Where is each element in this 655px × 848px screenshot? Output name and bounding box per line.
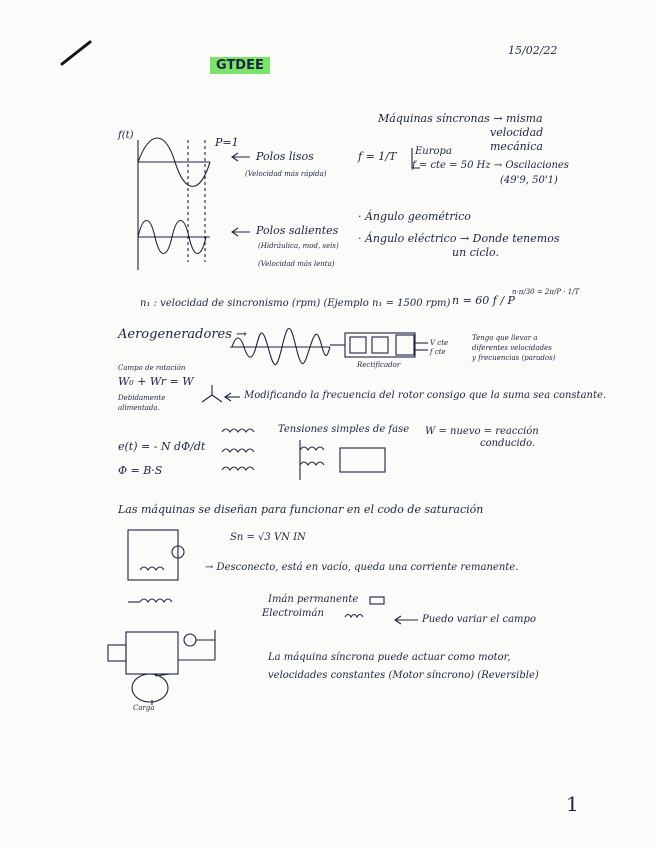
rectificador: Rectificador [357, 361, 401, 369]
angulo-elec: · Ángulo eléctrico → Donde tenemos [358, 232, 560, 245]
freq-ct: f = cte = 50 Hz → Oscilaciones [412, 160, 569, 171]
polos-lisos-note: (Velocidad más rápida) [245, 170, 327, 178]
carga: Carga [133, 704, 155, 712]
maquinas-sincronas: Máquinas síncronas → misma [378, 112, 543, 125]
osc-range: (49'9, 50'1) [500, 175, 558, 186]
sn-equation: Sn = √3 VN IN [230, 532, 306, 543]
velocidad: velocidad [490, 126, 544, 139]
tensiones: Tensiones simples de fase [278, 424, 410, 435]
velocidades: velocidades constantes (Motor síncrono) (Reversible) [268, 670, 539, 681]
page-title: GTDEE [210, 57, 270, 74]
n-formula: n = 60 f / P [452, 294, 515, 307]
saturacion: Las máquinas se diseñan para funcionar en el codo de saturación [118, 503, 484, 516]
p1-label: P=1 [215, 136, 239, 149]
maquina-sincrona: La máquina síncrona puede actuar como motor, [268, 652, 511, 663]
europa: Europa [415, 146, 452, 157]
angulo-geom: · Ángulo geométrico [358, 210, 471, 223]
wo-equation: W₀ + Wr = W [118, 375, 194, 388]
polos-salientes: Polos salientes [256, 224, 339, 237]
et-equation: e(t) = - N dΦ/dt [118, 440, 206, 453]
iman: Imán permanente [268, 594, 359, 605]
tengo-que: Tengo que llevar a [472, 334, 538, 342]
un-ciclo: un ciclo. [452, 246, 499, 259]
puedo-variar: Puedo variar el campo [422, 614, 536, 625]
modificando: Modificando la frecuencia del rotor consigo que la suma sea constante. [244, 390, 607, 401]
debidamente: Debidamente [118, 394, 166, 402]
freq-formula: f = 1/T [358, 150, 397, 163]
campo-giratorio: Campo de rotación [118, 364, 186, 372]
diferentes: diferentes velocidades [472, 344, 552, 352]
ft-label: f(t) [118, 130, 134, 141]
polos-salientes-note1: (Hidráulica, mod, seis) [258, 242, 339, 250]
aerogeneradores: Aerogeneradores → [118, 327, 247, 342]
mecanica: mecánica [490, 140, 543, 153]
conducido: conducido. [480, 438, 536, 449]
phi-equation: Φ = B·S [118, 464, 163, 477]
n-right-formula: n·π/30 = 2π/P · 1/T [512, 288, 580, 296]
date: 15/02/22 [508, 44, 558, 57]
polos-lisos: Polos lisos [256, 150, 314, 163]
v-cte: V cte [430, 339, 449, 347]
electroiman: Electroimán [262, 608, 324, 619]
w-nuevo: W = nuevo = reacción [425, 426, 539, 437]
f-cte: f cte [430, 348, 446, 356]
alimentada: alimentada. [118, 404, 160, 412]
frecuencias: y frecuencias (parados) [472, 354, 556, 362]
n1-definition: n₁ : velocidad de sincronismo (rpm) (Ejemplo n₁ = 1500 rpm) [140, 298, 451, 309]
page-number: 1 [566, 792, 579, 816]
polos-salientes-note2: (Velocidad más lenta) [258, 260, 335, 268]
desconecto: → Desconecto, está en vacío, queda una corriente remanente. [205, 562, 519, 573]
